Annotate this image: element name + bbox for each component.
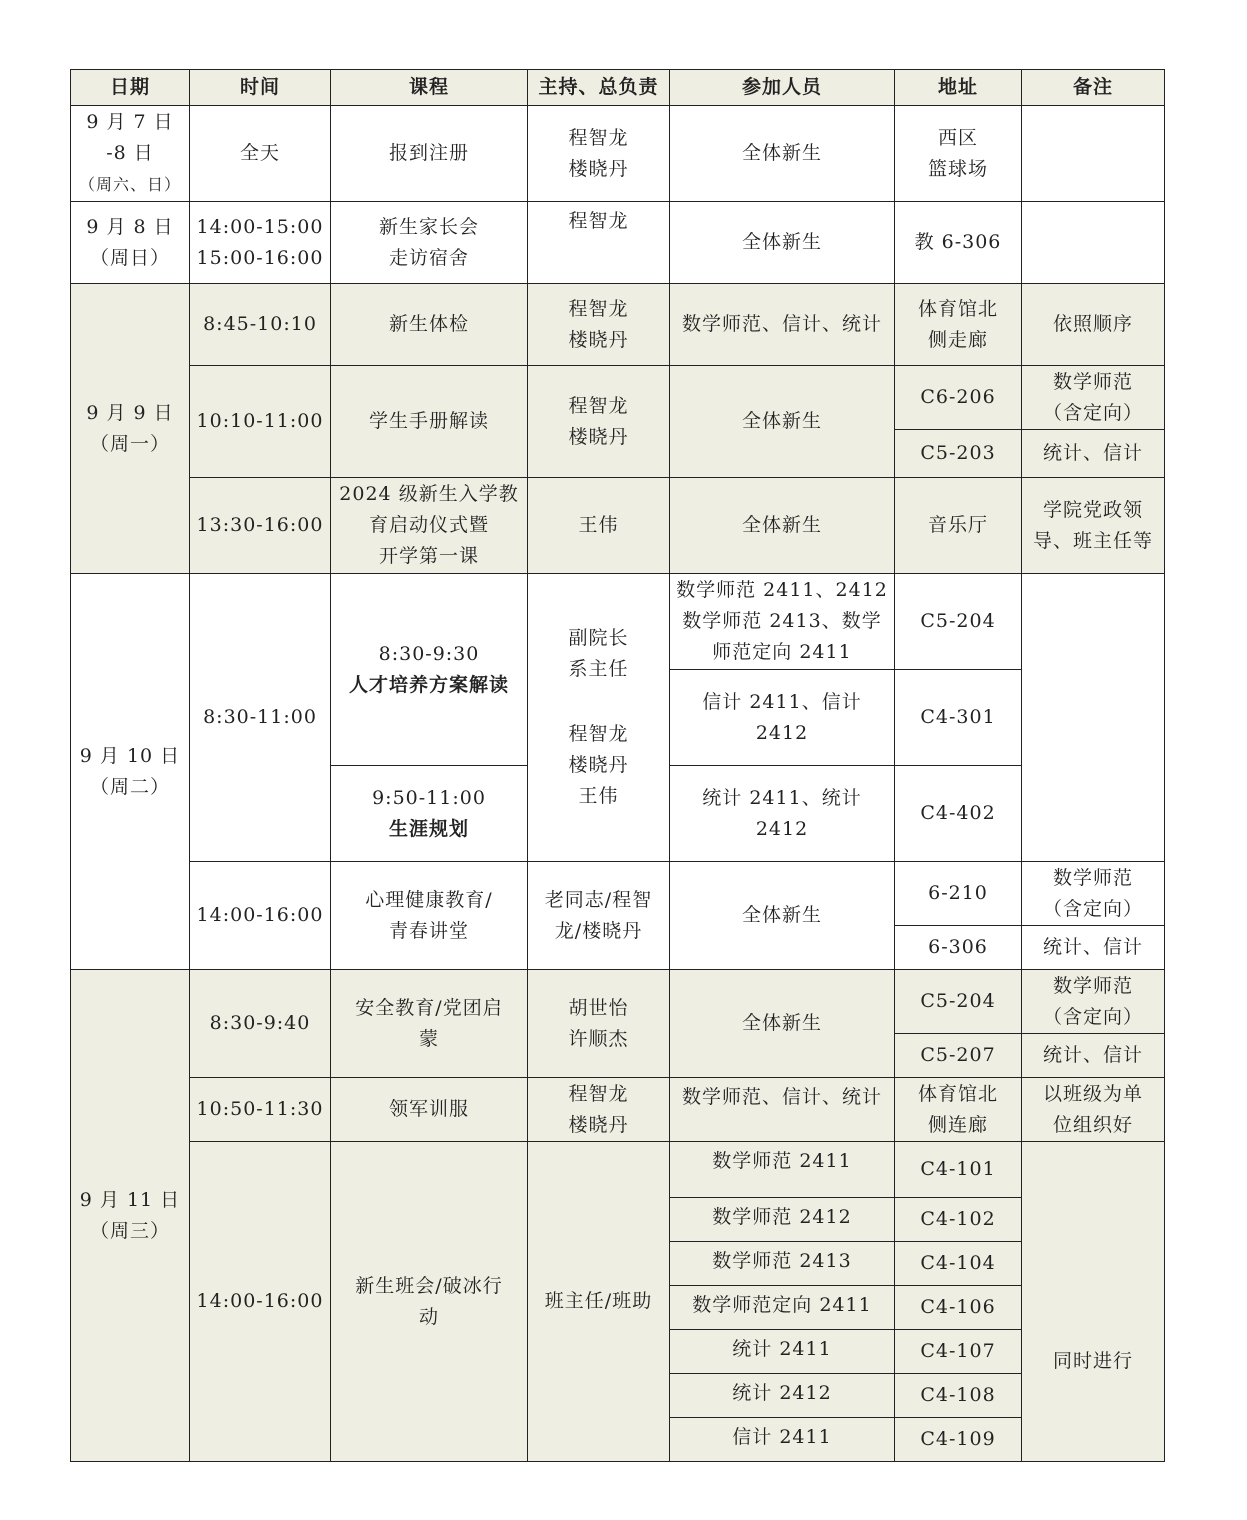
course-time-text: 9:50-11:00 (372, 786, 486, 809)
address-cell: C5-204 (895, 970, 1022, 1034)
participants-cell: 全体新生 (670, 970, 895, 1078)
host-name: 楼晓丹 (568, 425, 629, 448)
host-name: 楼晓丹 (568, 1113, 629, 1136)
address-cell: C5-203 (895, 430, 1022, 478)
course-text: 2024 级新生入学教 (339, 483, 519, 505)
address-cell: C4-402 (895, 766, 1022, 862)
table-row (71, 574, 1165, 670)
address-cell: C4-106 (895, 1286, 1022, 1330)
participants-cell: 信计 2411、信计 2412 (670, 670, 895, 766)
participants-cell: 数学师范定向 2411 (670, 1286, 895, 1330)
time-cell: 10:50-11:30 (190, 1078, 331, 1142)
host-cell (528, 1078, 670, 1142)
host-name: 程智龙 (568, 126, 629, 149)
note-text: （含定向） (1042, 1005, 1143, 1028)
address-cell: C6-206 (895, 366, 1022, 430)
table-row (71, 862, 1165, 926)
course-cell (331, 574, 528, 766)
host-name: 楼晓丹 (568, 328, 629, 351)
participants-cell: 全体新生 (670, 202, 895, 284)
course-text: 安全教育/党团启 (355, 996, 503, 1019)
note-text: （含定向） (1042, 897, 1143, 920)
table-row (71, 1142, 1165, 1198)
date-cell (71, 284, 190, 574)
note-text: 数学师范 (1052, 866, 1133, 889)
table-row (71, 478, 1165, 574)
address-text: 体育馆北 (917, 297, 998, 320)
header-row (71, 70, 1165, 106)
table-row (71, 366, 1165, 430)
address-text: 侧走廊 (927, 328, 988, 351)
course-text: 新生班会/破冰行 (355, 1274, 503, 1297)
header-participants: 参加人员 (670, 70, 895, 106)
host-name: 胡世怡 (568, 996, 629, 1019)
schedule-table (70, 69, 1165, 1462)
course-cell (331, 766, 528, 862)
time-cell: 全天 (190, 106, 331, 202)
note-cell: 统计、信计 (1022, 926, 1165, 970)
participants-cell: 数学师范、信计、统计 (670, 284, 895, 366)
host-name: 程智龙 (568, 394, 629, 417)
address-cell: 6-210 (895, 862, 1022, 926)
date-cell (71, 574, 190, 970)
date-text: 9 月 10 日 (79, 744, 181, 767)
host-name: 楼晓丹 (568, 157, 629, 180)
participants-cell: 数学师范 2411 (670, 1142, 895, 1198)
address-cell: C5-207 (895, 1034, 1022, 1078)
participants-cell: 统计 2411、统计 2412 (670, 766, 895, 862)
participants-text: 数学师范 2413、数学 (682, 610, 882, 632)
header-course: 课程 (331, 70, 528, 106)
note-cell: 统计、信计 (1022, 1034, 1165, 1078)
host-name: 龙/楼晓丹 (554, 919, 643, 942)
address-cell: 教 6-306 (895, 202, 1022, 284)
course-text: 动 (418, 1305, 439, 1328)
note-text: 学院党政领 (1042, 498, 1143, 521)
address-text: 西区 (937, 126, 978, 149)
course-text: 青春讲堂 (388, 919, 469, 942)
header-note: 备注 (1022, 70, 1165, 106)
participants-cell: 全体新生 (670, 478, 895, 574)
course-cell (331, 1142, 528, 1462)
host-name: 副院长 (568, 627, 629, 649)
time-cell: 14:00-16:00 (190, 862, 331, 970)
note-cell (1022, 1078, 1165, 1142)
time-cell (190, 202, 331, 284)
course-cell (331, 862, 528, 970)
note-text: （含定向） (1042, 401, 1143, 424)
address-cell: C4-107 (895, 1330, 1022, 1374)
participants-text: 数学师范 2411、2412 (676, 579, 888, 601)
table-row (71, 284, 1165, 366)
address-cell: C4-104 (895, 1242, 1022, 1286)
address-cell: 6-306 (895, 926, 1022, 970)
address-text: 体育馆北 (917, 1082, 998, 1105)
time-cell: 14:00-16:00 (190, 1142, 331, 1462)
address-cell: C4-108 (895, 1374, 1022, 1418)
weekday-text: （周日） (89, 246, 170, 269)
host-cell (528, 574, 670, 862)
address-cell: C4-101 (895, 1142, 1022, 1198)
host-name: 程智龙 (568, 1082, 629, 1105)
table-row (71, 202, 1165, 284)
address-cell: C4-301 (895, 670, 1022, 766)
course-text: 育启动仪式暨 (368, 514, 489, 536)
address-text: 侧连廊 (927, 1113, 988, 1136)
participants-cell: 统计 2412 (670, 1374, 895, 1418)
participants-cell: 全体新生 (670, 366, 895, 478)
date-text: 9 月 8 日 (86, 215, 174, 238)
address-cell: C4-109 (895, 1418, 1022, 1462)
course-cell: 报到注册 (331, 106, 528, 202)
address-cell: 音乐厅 (895, 478, 1022, 574)
course-cell (331, 202, 528, 284)
host-name: 程智龙 (568, 297, 629, 320)
host-name: 老同志/程智 (544, 888, 653, 911)
participants-cell: 统计 2411 (670, 1330, 895, 1374)
host-cell: 程智龙 (528, 202, 670, 284)
course-cell: 学生手册解读 (331, 366, 528, 478)
course-text: 心理健康教育/ (365, 888, 493, 911)
time-text: 14:00-15:00 (196, 215, 324, 238)
host-cell (528, 284, 670, 366)
participants-text: 师范定向 2411 (712, 641, 852, 663)
host-cell (528, 970, 670, 1078)
note-cell (1022, 106, 1165, 202)
weekday-text: （周三） (89, 1219, 170, 1242)
note-cell (1022, 862, 1165, 926)
date-text: 9 月 11 日 (79, 1188, 181, 1211)
address-text: 篮球场 (927, 157, 988, 180)
time-cell: 8:30-11:00 (190, 574, 331, 862)
header-host: 主持、总负责 (528, 70, 670, 106)
note-cell (1022, 574, 1165, 862)
address-cell: C5-204 (895, 574, 1022, 670)
address-cell: C4-102 (895, 1198, 1022, 1242)
note-text: 数学师范 (1052, 370, 1133, 393)
course-text: 新生家长会 (378, 215, 479, 238)
note-cell (1022, 970, 1165, 1034)
course-text: 开学第一课 (378, 545, 479, 567)
course-cell: 新生体检 (331, 284, 528, 366)
host-cell (528, 862, 670, 970)
spacer (532, 685, 665, 719)
date-cell (71, 202, 190, 284)
participants-cell: 全体新生 (670, 862, 895, 970)
course-time-text: 8:30-9:30 (378, 642, 480, 665)
note-cell: 统计、信计 (1022, 430, 1165, 478)
note-text: 位组织好 (1052, 1113, 1133, 1136)
date-cell (71, 970, 190, 1462)
weekday-text: （周一） (89, 432, 170, 455)
note-cell (1022, 478, 1165, 574)
host-name: 许顺杰 (568, 1027, 629, 1050)
date-text: -8 日 (106, 142, 154, 164)
time-cell: 8:30-9:40 (190, 970, 331, 1078)
host-cell: 王伟 (528, 478, 670, 574)
table-row (71, 106, 1165, 202)
address-cell (895, 284, 1022, 366)
header-date: 日期 (71, 70, 190, 106)
course-text: 人才培养方案解读 (348, 673, 509, 696)
time-text: 15:00-16:00 (196, 246, 324, 269)
participants-cell: 数学师范 2413 (670, 1242, 895, 1286)
weekday-text: （周二） (89, 775, 170, 798)
note-cell: 依照顺序 (1022, 284, 1165, 366)
course-cell (331, 478, 528, 574)
header-time: 时间 (190, 70, 331, 106)
host-cell (528, 366, 670, 478)
note-cell (1022, 366, 1165, 430)
host-name: 楼晓丹 (568, 754, 629, 776)
participants-cell: 数学师范、信计、统计 (670, 1078, 895, 1142)
table-row (71, 970, 1165, 1034)
participants-cell (670, 574, 895, 670)
date-text: 9 月 9 日 (86, 401, 174, 424)
address-cell (895, 106, 1022, 202)
time-cell: 10:10-11:00 (190, 366, 331, 478)
weekday-text: （周六、日） (78, 175, 181, 194)
note-cell: 同时进行 (1022, 1142, 1165, 1462)
course-text: 蒙 (418, 1027, 439, 1050)
time-cell: 13:30-16:00 (190, 478, 331, 574)
header-address: 地址 (895, 70, 1022, 106)
course-cell: 领军训服 (331, 1078, 528, 1142)
note-text: 导、班主任等 (1032, 529, 1153, 552)
course-text: 生涯规划 (388, 817, 469, 840)
course-text: 走访宿舍 (388, 246, 469, 269)
date-text: 9 月 7 日 (86, 111, 174, 133)
host-name: 程智龙 (568, 723, 629, 745)
date-cell (71, 106, 190, 202)
participants-cell: 全体新生 (670, 106, 895, 202)
host-name: 王伟 (578, 785, 619, 807)
host-name: 系主任 (568, 658, 629, 680)
table-row (71, 1078, 1165, 1142)
host-cell (528, 106, 670, 202)
note-cell (1022, 202, 1165, 284)
address-cell (895, 1078, 1022, 1142)
host-cell: 班主任/班助 (528, 1142, 670, 1462)
note-text: 数学师范 (1052, 974, 1133, 997)
participants-cell: 信计 2411 (670, 1418, 895, 1462)
participants-cell: 数学师范 2412 (670, 1198, 895, 1242)
note-text: 以班级为单 (1042, 1082, 1143, 1105)
time-cell: 8:45-10:10 (190, 284, 331, 366)
course-cell (331, 970, 528, 1078)
